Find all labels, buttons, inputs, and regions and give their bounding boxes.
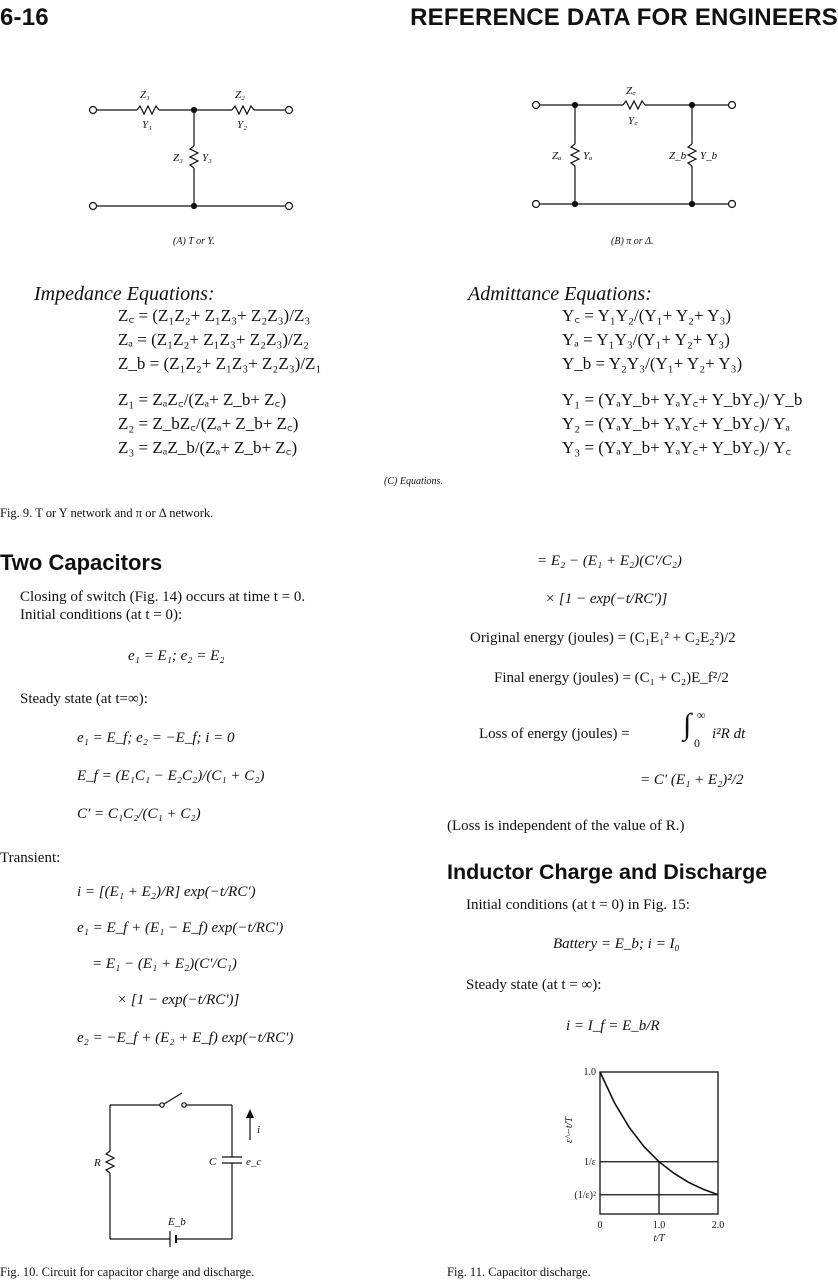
yb-label: Y_b bbox=[700, 150, 718, 162]
equations-caption: (C) Equations. bbox=[384, 476, 443, 487]
admittance-line: Y_b = Y₂Y₃/(Y₁+ Y₂+ Y₃) bbox=[562, 354, 743, 373]
y1-label: Y₁ bbox=[142, 119, 152, 131]
y3-label: Y₃ bbox=[202, 152, 212, 164]
fig10-ec-label: e_c bbox=[246, 1156, 262, 1168]
admittance-line: Y₃ = (YₐY_b+ YₐY꜀+ Y_bY꜀)/ Y꜀ bbox=[562, 438, 792, 457]
pi-network-diagram bbox=[528, 86, 748, 216]
tc-t3: = E₁ − (E₁ + E₂)(C′/C₁) bbox=[92, 956, 237, 972]
two-capacitors-title: Two Capacitors bbox=[0, 550, 163, 575]
loss-integrand: i²R dt bbox=[712, 726, 746, 742]
y2-label: Y₂ bbox=[237, 119, 247, 131]
tc-steady1: e₁ = E_f; e₂ = −E_f; i = 0 bbox=[77, 730, 235, 746]
tc-t5: e₂ = −E_f + (E₂ + E_f) exp(−t/RC′) bbox=[77, 1030, 294, 1046]
z1-label: Z₁ bbox=[140, 89, 150, 101]
yc-label: Y꜀ bbox=[628, 115, 638, 127]
rc-line2: × [1 − exp(−t/RC′)] bbox=[545, 591, 668, 607]
z2-label: Z₂ bbox=[235, 89, 245, 101]
x-tick-label: 1.0 bbox=[652, 1220, 666, 1231]
fig10-eb-label: E_b bbox=[168, 1216, 186, 1228]
y-tick-label: (1/ε)² bbox=[574, 1189, 596, 1201]
original-energy: Original energy (joules) = (C₁E₁² + C₂E₂²)/2 bbox=[470, 630, 736, 646]
fig10-caption: Fig. 10. Circuit for capacitor charge and discharge. bbox=[0, 1265, 255, 1279]
fig9-caption: Fig. 9. T or Y network and π or Δ network. bbox=[0, 506, 214, 520]
loss-result: = C′ (E₁ + E₂)²/2 bbox=[640, 772, 744, 788]
admittance-heading: Admittance Equations: bbox=[468, 283, 652, 305]
page-number: 6-16 bbox=[0, 4, 49, 31]
impedance-line: Z_b = (Z₁Z₂+ Z₁Z₃+ Z₂Z₃)/Z₁ bbox=[118, 354, 322, 373]
tc-transient-label: Transient: bbox=[0, 850, 61, 866]
x-axis-label: t/T bbox=[653, 1233, 665, 1244]
tc-steady-label: Steady state (at t=∞): bbox=[20, 691, 148, 707]
fig10-c-label: C bbox=[209, 1156, 217, 1168]
admittance-line: Y₂ = (YₐY_b+ YₐY꜀+ Y_bY꜀)/ Yₐ bbox=[562, 414, 791, 433]
impedance-line: Zₐ = (Z₁Z₂+ Z₁Z₃+ Z₂Z₃)/Z₂ bbox=[118, 330, 310, 349]
fig10-i-label: i bbox=[257, 1124, 261, 1136]
tc-t2: e₁ = E_f + (E₁ − E_f) exp(−t/RC′) bbox=[77, 920, 284, 936]
tc-init-eq: e₁ = E₁; e₂ = E₂ bbox=[128, 648, 225, 664]
network-b-caption: (B) π or Δ. bbox=[611, 236, 654, 247]
tc-steady3: C′ = C₁C₂/(C₁ + C₂) bbox=[77, 806, 201, 822]
admittance-line: Y꜀ = Y₁Y₂/(Y₁+ Y₂+ Y₃) bbox=[562, 306, 732, 325]
tc-t4: × [1 − exp(−t/RC′)] bbox=[117, 992, 240, 1008]
impedance-line: Z꜀ = (Z₁Z₂+ Z₁Z₃+ Z₂Z₃)/Z₃ bbox=[118, 306, 311, 325]
fig11-chart bbox=[520, 1060, 760, 1250]
integral-sign: ∫ bbox=[683, 708, 692, 741]
loss-label: Loss of energy (joules) = bbox=[479, 726, 630, 742]
tc-intro1: Closing of switch (Fig. 14) occurs at time t = 0. bbox=[20, 589, 306, 605]
loss-note: (Loss is independent of the value of R.) bbox=[447, 818, 685, 834]
admittance-equations bbox=[562, 304, 802, 460]
inductor-steady-label: Steady state (at t = ∞): bbox=[466, 977, 602, 993]
zb-label: Z_b bbox=[669, 150, 687, 162]
integral-lower: 0 bbox=[694, 736, 700, 750]
tc-t1: i = [(E₁ + E₂)/R] exp(−t/RC′) bbox=[77, 884, 256, 900]
impedance-line: Z₁ = ZₐZ꜀/(Zₐ+ Z_b+ Z꜀) bbox=[118, 390, 287, 409]
inductor-init-label: Initial conditions (at t = 0) in Fig. 15: bbox=[466, 897, 690, 913]
x-tick-label: 0 bbox=[597, 1220, 603, 1231]
fig11-caption: Fig. 11. Capacitor discharge. bbox=[447, 1265, 591, 1279]
zc-label: Z꜀ bbox=[626, 86, 636, 97]
ya-label: Yₐ bbox=[583, 150, 593, 162]
tc-intro2: Initial conditions (at t = 0): bbox=[20, 607, 183, 623]
inductor-init-eq: Battery = E_b; i = I₀ bbox=[553, 936, 680, 952]
y-axis-label: ε^−t/T bbox=[564, 1116, 575, 1144]
x-tick-label: 2.0 bbox=[711, 1220, 725, 1231]
running-title: REFERENCE DATA FOR ENGINEERS bbox=[410, 4, 838, 31]
za-label: Zₐ bbox=[552, 150, 562, 162]
impedance-heading: Impedance Equations: bbox=[34, 283, 215, 305]
admittance-line: Y₁ = (YₐY_b+ YₐY꜀+ Y_bY꜀)/ Y_b bbox=[562, 390, 803, 409]
z3-label: Z₃ bbox=[173, 152, 183, 164]
y-tick-label: 1/ε bbox=[584, 1156, 596, 1168]
fig10-circuit bbox=[90, 1085, 270, 1265]
impedance-line: Z₃ = ZₐZ_b/(Zₐ+ Z_b+ Z꜀) bbox=[118, 438, 298, 457]
impedance-equations bbox=[118, 304, 321, 460]
final-energy: Final energy (joules) = (C₁ + C₂)E_f²/2 bbox=[494, 670, 729, 686]
inductor-steady-eq: i = I_f = E_b/R bbox=[566, 1018, 660, 1034]
rc-line1: = E₂ − (E₁ + E₂)(C′/C₂) bbox=[537, 553, 682, 569]
inductor-title: Inductor Charge and Discharge bbox=[447, 860, 768, 884]
tc-steady2: E_f = (E₁C₁ − E₂C₂)/(C₁ + C₂) bbox=[77, 768, 265, 784]
network-a-caption: (A) T or Y. bbox=[173, 236, 215, 247]
admittance-line: Yₐ = Y₁Y₃/(Y₁+ Y₂+ Y₃) bbox=[562, 330, 730, 349]
fig10-r-label: R bbox=[94, 1157, 101, 1169]
t-network-diagram bbox=[85, 78, 305, 214]
y-tick-label: 1.0 bbox=[583, 1067, 596, 1078]
integral-upper: ∞ bbox=[697, 708, 706, 722]
impedance-line: Z₂ = Z_bZ꜀/(Zₐ+ Z_b+ Z꜀) bbox=[118, 414, 299, 433]
